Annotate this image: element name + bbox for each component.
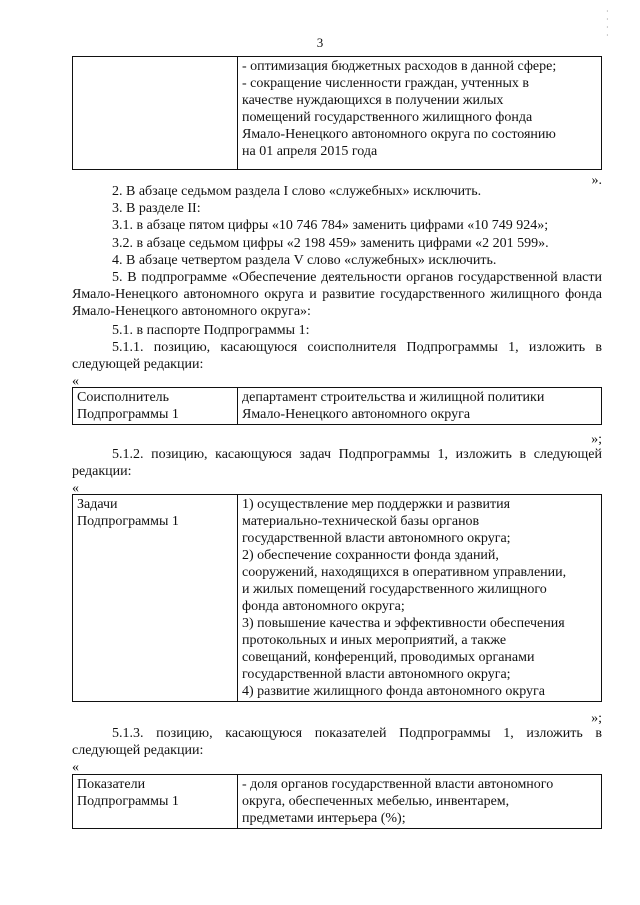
table3-close-quote: »; xyxy=(591,711,602,726)
table-co-executor xyxy=(72,387,602,425)
paragraph-3: 3. В разделе II: xyxy=(112,201,201,216)
table-tasks xyxy=(72,494,602,702)
page-number: 3 xyxy=(316,35,324,50)
table1-line: качестве нуждающихся в получении жилых xyxy=(242,93,504,108)
paragraph-3-1: 3.1. в абзаце пятом цифры «10 746 784» заменить цифрами «10 749 924»; xyxy=(112,218,549,233)
table3-right-line: фонда автономного округа; xyxy=(242,599,405,614)
paragraph-5: 5. В подпрограмме «Обеспечение деятельности органов государственной власти Ямало-Ненецкого автономного округа и развитие государственного жилищного фонда Ямало-Ненецкого автономного округа»: xyxy=(72,270,602,319)
table3-right-line: 3) повышение качества и эффективности обеспечения xyxy=(242,616,565,631)
table3-right-line: протокольных и иных мероприятий, а также xyxy=(242,633,507,648)
table1-line: - сокращение численности граждан, учтенных в xyxy=(242,76,530,91)
table4-right-cell xyxy=(238,775,602,829)
table3-right-line: совещаний, конференций, проводимых органами xyxy=(242,650,535,665)
table4-left-cell xyxy=(73,775,238,829)
table2-right-line: Ямало-Ненецкого автономного округа xyxy=(242,407,471,422)
paragraph-5-1-2: 5.1.2. позицию, касающуюся задач Подпрограммы 1, изложить в следующей редакции: xyxy=(72,447,602,479)
table2-open-quote: « xyxy=(72,374,79,389)
scan-corner-mark: · · · · xyxy=(606,7,609,40)
table2-close-quote: »; xyxy=(591,432,602,447)
table4-right-line: - доля органов государственной власти автономного xyxy=(242,777,554,792)
table2-right-line: департамент строительства и жилищной политики xyxy=(242,390,545,405)
table3-right-line: 4) развитие жилищного фонда автономного округа xyxy=(242,684,545,699)
table2-left-line: Подпрограммы 1 xyxy=(77,407,179,422)
paragraph-2: 2. В абзаце седьмом раздела I слово «служебных» исключить. xyxy=(112,184,482,199)
table1-line: помещений государственного жилищного фонда xyxy=(242,110,533,125)
table2-right-cell xyxy=(238,388,602,425)
paragraph-3-2: 3.2. в абзаце седьмом цифры «2 198 459» заменить цифрами «2 201 599». xyxy=(112,236,549,251)
table3-left-line: Задачи xyxy=(77,497,118,512)
table1-line: Ямало-Ненецкого автономного округа по состоянию xyxy=(242,127,556,142)
table4-open-quote: « xyxy=(72,760,79,775)
table4-left-line: Подпрограммы 1 xyxy=(77,794,179,809)
table3-open-quote: « xyxy=(72,481,79,496)
table-indicators xyxy=(72,774,602,829)
paragraph-4: 4. В абзаце четвертом раздела V слово «служебных» исключить. xyxy=(112,253,497,268)
paragraph-5-1-1: 5.1.1. позицию, касающуюся соисполнителя Подпрограммы 1, изложить в следующей редакции: xyxy=(72,340,602,372)
table4-left-line: Показатели xyxy=(77,777,146,792)
table-goals-continued xyxy=(72,56,602,170)
paragraph-5-1: 5.1. в паспорте Подпрограммы 1: xyxy=(112,323,310,338)
table3-right-line: 1) осуществление мер поддержки и развития xyxy=(242,497,511,512)
table1-right-cell xyxy=(238,57,602,170)
table1-line: - оптимизация бюджетных расходов в данной сфере; xyxy=(242,59,557,74)
table2-left-line: Соисполнитель xyxy=(77,390,170,405)
table3-right-line: и жилых помещений государственного жилищного xyxy=(242,582,547,597)
table3-right-line: сооружений, находящихся в оперативном управлении, xyxy=(242,565,567,580)
table2-left-cell xyxy=(73,388,238,425)
table3-right-line: материально-технической базы органов xyxy=(242,514,480,529)
table3-right-line: государственной власти автономного округа; xyxy=(242,667,511,682)
table1-close-quote: ». xyxy=(591,173,602,188)
table4-right-line: предметами интерьера (%); xyxy=(242,811,406,826)
table3-right-line: государственной власти автономного округа; xyxy=(242,531,511,546)
table3-right-line: 2) обеспечение сохранности фонда зданий, xyxy=(242,548,499,563)
table1-line: на 01 апреля 2015 года xyxy=(242,144,378,159)
table3-left-cell xyxy=(73,495,238,702)
table1-left-cell xyxy=(73,57,238,170)
table3-left-line: Подпрограммы 1 xyxy=(77,514,179,529)
table3-right-cell xyxy=(238,495,602,702)
table4-right-line: округа, обеспеченных мебелью, инвентарем, xyxy=(242,794,510,809)
paragraph-5-1-3: 5.1.3. позицию, касающуюся показателей Подпрограммы 1, изложить в следующей редакции: xyxy=(72,726,602,758)
